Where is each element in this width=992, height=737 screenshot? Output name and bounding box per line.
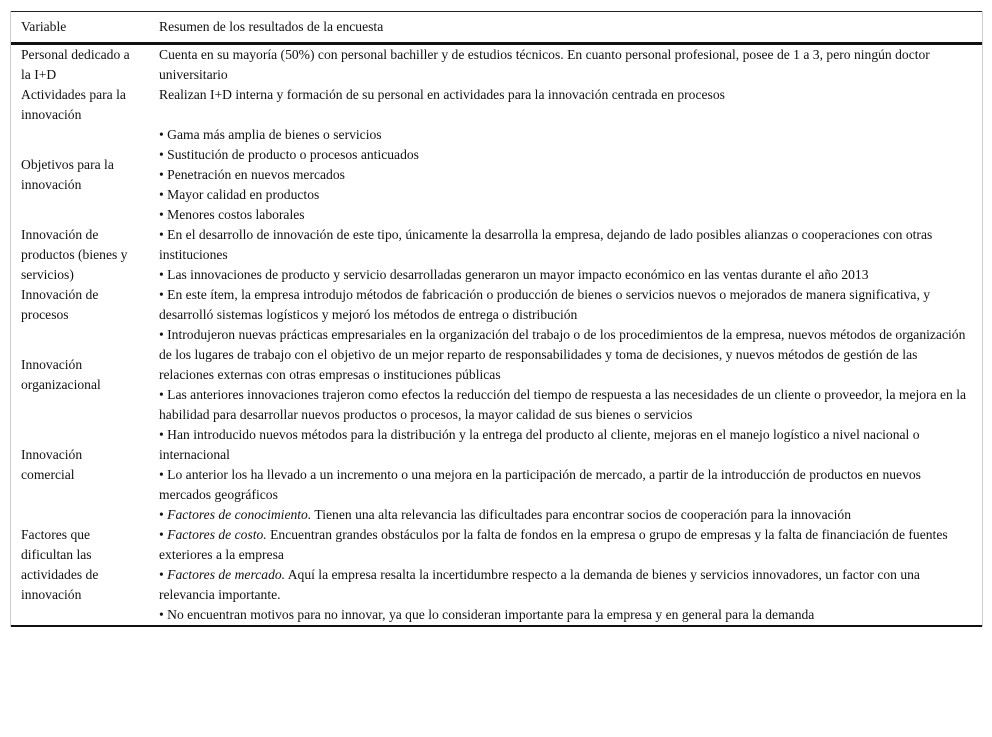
factor-label: Factores de conocimiento. [167,507,312,522]
table-row [11,425,982,505]
summary-item [159,505,972,525]
variable-cell: Personal dedicado a la I+D [21,47,130,82]
summary-cell [149,285,982,325]
summary-text: • Las anteriores innovaciones trajeron como efectos la reducción del tiempo de respuesta a las necesidades de un cliente o proveedor, la mejora en la habilidad para desarrollar nuevos productos o procesos, la mayor calidad de sus bienes o servicios [159,387,967,422]
summary-text: • Las innovaciones de producto y servicio desarrolladas generaron un mayor impacto económico en las ventas durante el año 2013 [159,267,869,282]
summary-item [159,385,972,425]
summary-cell [149,125,982,225]
summary-item [159,125,972,145]
bullet: • [159,507,168,522]
summary-text: Realizan I+D interna y formación de su personal en actividades para la innovación centrada en procesos [159,87,725,102]
summary-text: Encuentran grandes obstáculos por la falta de fondos en la empresa o grupo de empresas y la falta de financiación de fuentes exteriores a la empresa [159,527,948,562]
summary-item [159,45,972,85]
table-header-row [11,12,982,44]
variable-cell: Innovación de procesos [21,287,99,322]
summary-text: Cuenta en su mayoría (50%) con personal bachiller y de estudios técnicos. En cuanto personal profesional, posee de 1 a 3, pero ningún doctor universitario [159,47,930,82]
summary-item [159,165,972,185]
summary-text: Aquí la empresa resalta la incertidumbre respecto a la demanda de bienes y servicios innovadores, un factor con una relevancia importante. [159,567,920,602]
summary-item [159,185,972,205]
variable-cell: Factores que dificultan las actividades de innovación [21,527,99,602]
summary-cell [149,505,982,626]
summary-cell [149,225,982,285]
summary-item [159,145,972,165]
table-row [11,225,982,285]
factor-label: Factores de mercado. [167,567,286,582]
bullet: • [159,527,168,542]
variable-cell: Innovación organizacional [21,357,101,392]
summary-item [159,605,972,625]
bullet: • [159,567,168,582]
summary-item [159,285,972,325]
summary-cell [149,44,982,86]
summary-text: • Penetración en nuevos mercados [159,167,345,182]
summary-item [159,465,972,505]
table-row [11,325,982,425]
variable-cell: Actividades para la innovación [21,87,126,122]
table-row [11,125,982,225]
header-variable: Variable [11,12,149,44]
factor-label: Factores de costo. [167,527,267,542]
table-row [11,505,982,626]
variable-cell: Objetivos para la innovación [21,157,114,192]
table-row [11,85,982,125]
variable-cell: Innovación de productos (bienes y servicios) [21,227,128,282]
summary-cell [149,325,982,425]
summary-cell [149,85,982,125]
variable-cell: Innovación comercial [21,447,83,482]
results-table-container [10,11,983,627]
summary-text: • Han introducido nuevos métodos para la distribución y la entrega del producto al cliente, mejoras en el manejo logístico a nivel nacional o internacional [159,427,920,462]
table-row [11,285,982,325]
summary-text: • Mayor calidad en productos [159,187,320,202]
summary-item [159,325,972,385]
summary-cell [149,425,982,505]
summary-item [159,225,972,265]
summary-text: • Lo anterior los ha llevado a un incremento o una mejora en la participación de mercado, a partir de la introducción de productos en nuevos mercados geográficos [159,467,921,502]
summary-text: • No encuentran motivos para no innovar, ya que lo consideran importante para la empresa y en general para la demanda [159,607,815,622]
summary-item [159,425,972,465]
summary-text: • En este ítem, la empresa introdujo métodos de fabricación o producción de bienes o servicios nuevos o mejorados de manera significativa, y desarrolló sistemas logísticos y mejoró los métodos de entrega o distribución [159,287,931,322]
summary-text: • Introdujeron nuevas prácticas empresariales en la organización del trabajo o de los procedimientos de la empresa, nuevos métodos de organización de los lugares de trabajo con el objetivo de un mejor reparto de responsabilidades y toma de decisiones, y nuevos métodos de gestión de las relaciones externas con otras empresas o instituciones públicas [159,327,966,382]
summary-text: • Gama más amplia de bienes o servicios [159,127,382,142]
summary-item [159,565,972,605]
summary-text: • Sustitución de producto o procesos anticuados [159,147,419,162]
summary-text: Tienen una alta relevancia las dificultades para encontrar socios de cooperación para la innovación [311,507,852,522]
summary-item [159,525,972,565]
survey-results-table [11,11,982,627]
summary-item [159,205,972,225]
summary-item [159,85,972,105]
table-row [11,44,982,86]
summary-text: • Menores costos laborales [159,207,305,222]
summary-text: • En el desarrollo de innovación de este tipo, únicamente la desarrolla la empresa, dejando de lado posibles alianzas o cooperaciones con otras instituciones [159,227,933,262]
summary-item [159,265,972,285]
header-summary: Resumen de los resultados de la encuesta [149,12,982,44]
